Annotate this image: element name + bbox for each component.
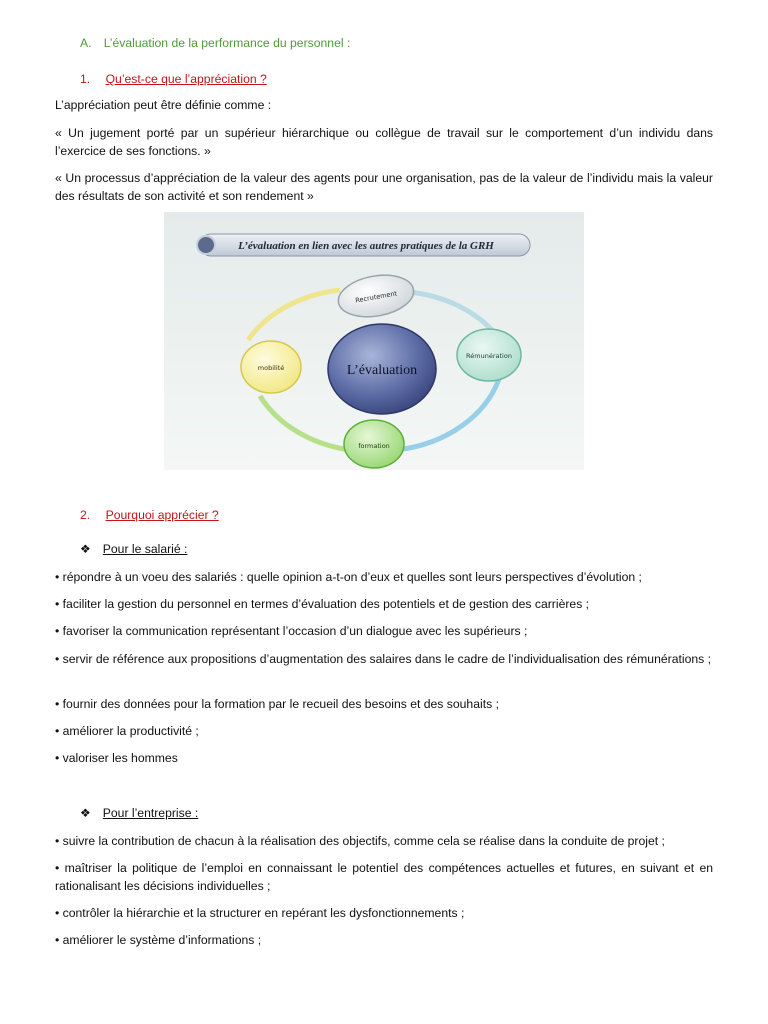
entreprise-heading: Pour l’entreprise : xyxy=(102,806,199,820)
question-1-number: 1. xyxy=(80,72,91,86)
node-mobilite-label: mobilité xyxy=(257,364,285,372)
salarie-bullet-5: • fournir des données pour la formation par le recueil des besoins et des souhaits ; xyxy=(55,697,499,711)
question-2-number: 2. xyxy=(80,508,91,522)
node-formation xyxy=(344,420,404,468)
salarie-bullet-3: • favoriser la communication représentant l’occasion d’un dialogue avec les supérieurs ; xyxy=(55,624,528,638)
entreprise-bullet-2: • maîtriser la politique de l’emploi en connaissant le potentiel des compétences actuelles et futures, en suivant et en rationalisant les décisions individuelles ; xyxy=(55,861,713,893)
node-mobilite xyxy=(241,341,301,393)
salarie-heading-line xyxy=(80,540,738,558)
question-2-title: Pourquoi apprécier ? xyxy=(105,508,219,522)
salarie-bullet-1: • répondre à un voeu des salariés : quelle opinion a-t-on d’eux et quelles sont leurs perspectives d’évolution ; xyxy=(55,570,642,584)
definition-quote-1: « Un jugement porté par un supérieur hiérarchique ou collègue de travail sur le comportement d’un individu dans l’exercice de ses fonctions. » xyxy=(55,126,713,158)
salarie-bullet-7: • valoriser les hommes xyxy=(55,751,178,765)
question-1-heading xyxy=(80,70,738,88)
salarie-bullet-6: • améliorer la productivité ; xyxy=(55,724,199,738)
entreprise-bullet-1: • suivre la contribution de chacun à la réalisation des objectifs, comme cela se réalise dans la conduite de projet ; xyxy=(55,834,665,848)
question-1-title: Qu’est-ce que l’appréciation ? xyxy=(105,72,267,86)
salarie-bullet-4: • servir de référence aux propositions d’augmentation des salaires dans le cadre de l’individualisation des rémunérations ; xyxy=(55,652,711,666)
figure-banner xyxy=(197,234,530,256)
center-label: L’évaluation xyxy=(346,363,418,378)
section-heading-a: A. L’évaluation de la performance du personnel : xyxy=(80,36,351,50)
question-2-heading xyxy=(80,506,738,524)
grh-diagram xyxy=(164,212,584,470)
entreprise-heading-line xyxy=(80,804,738,822)
salarie-bullet-2: • faciliter la gestion du personnel en termes d’évaluation des potentiels et de gestion des carrières ; xyxy=(55,597,590,611)
diamond-bullet-icon: ❖ xyxy=(80,806,91,820)
entreprise-bullet-3: • contrôler la hiérarchie et la structurer en repérant les dysfonctionnements ; xyxy=(55,906,465,920)
node-remuneration-label: Rémunération xyxy=(466,352,512,360)
salarie-heading: Pour le salarié : xyxy=(102,542,188,556)
diamond-bullet-icon: ❖ xyxy=(80,542,91,556)
node-recrutement-label: Recrutement xyxy=(354,289,398,305)
definition-intro: L’appréciation peut être définie comme : xyxy=(55,98,272,112)
center-evaluation-node xyxy=(328,324,436,414)
node-remuneration xyxy=(457,329,521,381)
node-formation-label: formation xyxy=(358,442,390,450)
definition-quote-2: « Un processus d’appréciation de la valeur des agents pour une organisation, pas de la valeur de l’individu mais la valeur des résultats de son activité et son rendement » xyxy=(55,171,713,203)
entreprise-bullet-4: • améliorer le système d’informations ; xyxy=(55,933,262,947)
figure-banner-text: L’évaluation en lien avec les autres pratiques de la GRH xyxy=(238,240,494,252)
